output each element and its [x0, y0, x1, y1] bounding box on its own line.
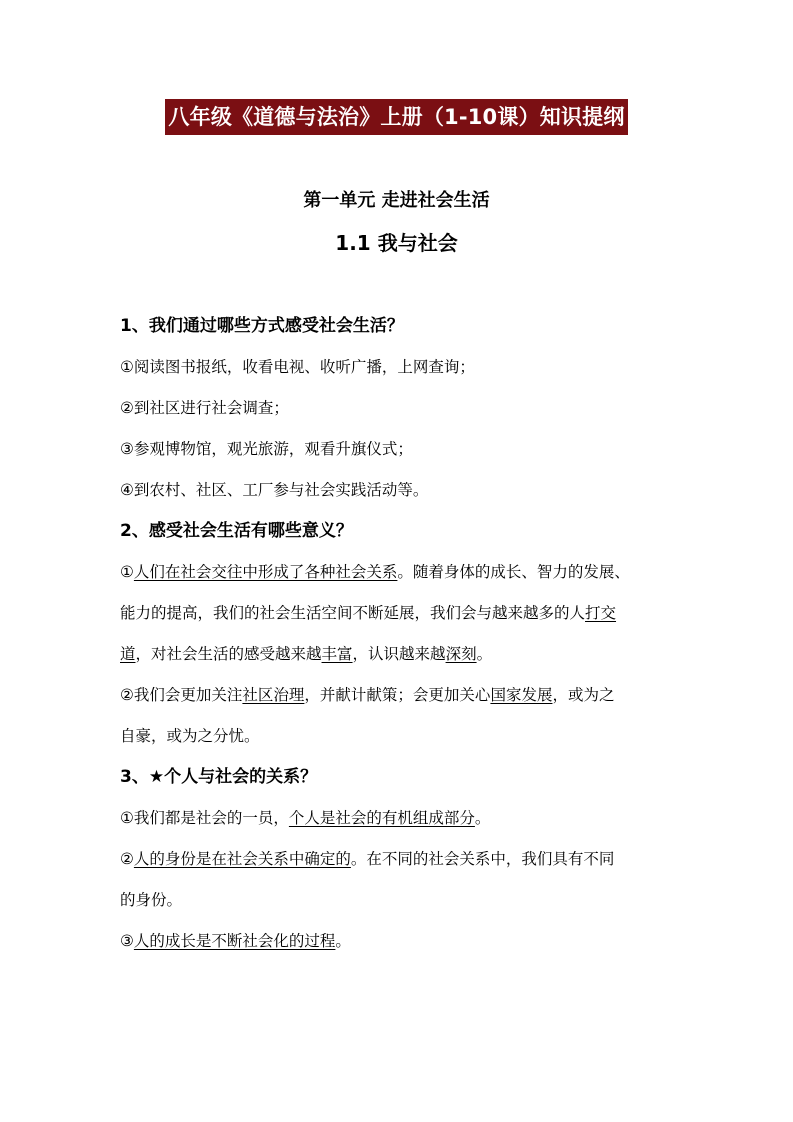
- answer-3-item-3: [120, 921, 680, 962]
- underlined-key-point: 人的身份是在社会关系中确定的: [133, 850, 351, 868]
- underlined-key-point: 国家发展: [490, 686, 553, 704]
- underlined-key-point: 道: [120, 645, 136, 663]
- text-span: 。随着身体的成长、智力的发展、: [397, 563, 630, 581]
- underlined-key-point: 深刻: [445, 645, 477, 663]
- question-2: 2、感受社会生活有哪些意义？: [120, 521, 353, 541]
- item-number: ③: [120, 932, 134, 950]
- underlined-key-point: 人的成长是不断社会化的过程: [133, 932, 336, 950]
- answer-3-item-2-line-1: [120, 839, 680, 880]
- answer-2-item-1-line-2: [120, 593, 680, 634]
- text-span: ，或为之: [552, 686, 615, 704]
- title-container: [0, 99, 793, 135]
- text-span: ①我们都是社会的一员，: [120, 809, 289, 827]
- answer-2-item-1-line-3: [120, 634, 680, 675]
- text-span: 。在不同的社会关系中，我们具有不同: [350, 850, 615, 868]
- document-body: [120, 306, 680, 962]
- item-number: ②: [120, 850, 134, 868]
- answer-2-item-2-line-2: 自豪，或为之分忧。: [120, 727, 260, 745]
- text-span: ，认识越来越: [352, 645, 446, 663]
- answer-2-item-2-line-1: [120, 675, 680, 716]
- underlined-key-point: 打交: [585, 604, 617, 622]
- answer-3-item-1: [120, 798, 680, 839]
- underlined-key-point: 个人是社会的有机组成部分: [288, 809, 475, 827]
- question-3: 3、★个人与社会的关系？: [120, 767, 318, 787]
- text-span: ，对社会生活的感受越来越: [135, 645, 322, 663]
- answer-1-item-2: ②到社区进行社会调查；: [120, 399, 289, 417]
- underlined-key-point: 社区治理: [242, 686, 305, 704]
- text-span: 能力的提高，我们的社会生活空间不断延展，我们会与越来越多的人: [120, 604, 586, 622]
- answer-3-item-2-line-2: 的身份。: [120, 891, 183, 909]
- text-span: ，并献计献策；会更加关心: [304, 686, 491, 704]
- answer-1-item-3: ③参观博物馆，观光旅游，观看升旗仪式；: [120, 440, 413, 458]
- text-span: ②我们会更加关注: [120, 686, 243, 704]
- underlined-key-point: 丰富: [321, 645, 353, 663]
- item-number: ①: [120, 563, 134, 581]
- answer-1-item-4: ④到农村、社区、工厂参与社会实践活动等。: [120, 481, 429, 499]
- text-span: 。: [474, 809, 491, 827]
- unit-heading: 第一单元 走进社会生活: [303, 190, 490, 211]
- question-1: 1、我们通过哪些方式感受社会生活？: [120, 316, 404, 336]
- answer-2-item-1-line-1: [120, 552, 680, 593]
- lesson-heading: 1.1 我与社会: [335, 231, 458, 255]
- text-span: 。: [476, 645, 493, 663]
- text-span: 。: [335, 932, 351, 950]
- answer-1-item-1: ①阅读图书报纸，收看电视、收听广播，上网查询；: [120, 358, 475, 376]
- document-title: 八年级《道德与法治》上册（1-10课）知识提纲: [165, 99, 627, 135]
- underlined-key-point: 人们在社会交往中形成了各种社会关系: [133, 563, 398, 581]
